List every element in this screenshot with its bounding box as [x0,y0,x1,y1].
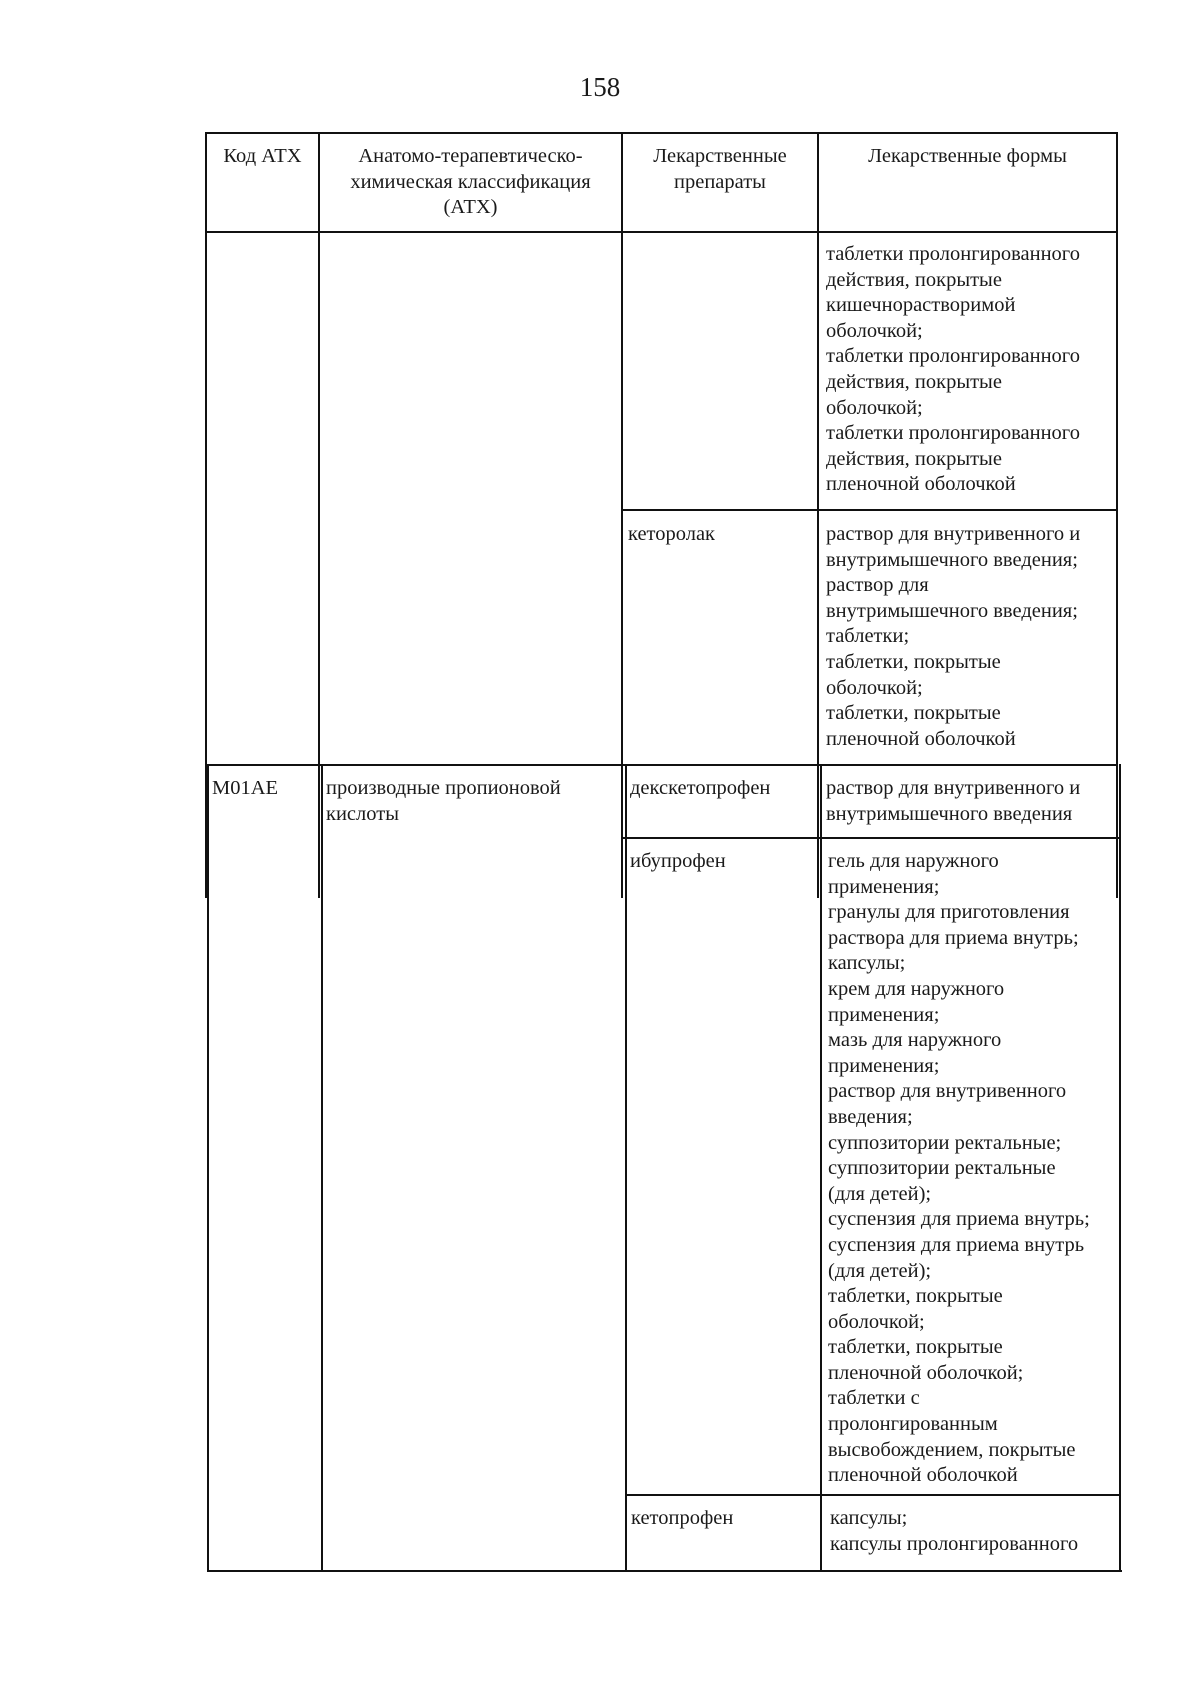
column-divider [625,764,627,1571]
row-divider [623,837,1119,839]
header-code-atx: Код АТХ [223,145,302,167]
table-cell-forms: раствор для внутривенного и внутримышечного введения [826,777,1081,825]
table-bottom-border [207,1570,1122,1572]
header-drugs: Лекарственные препараты [653,145,787,193]
table-cell-forms: капсулы; капсулы пролонгированного [830,1507,1079,1555]
row-divider [625,1494,1121,1496]
table-cell-drug: кеторолак [628,523,716,545]
table-top-border [205,132,1118,134]
table-cell-forms: таблетки пролонгированного действия, покрытые кишечнорастворимой оболочкой; таблетки пролонгированного действия, покрытые оболочкой; таблетки пролонгированного действия, покрытые пленочной оболочкой [826,243,1080,496]
page-number: 158 [579,72,621,102]
table-left-border [207,764,209,1571]
table-cell-forms: гель для наружного применения; гранулы для приготовления раствора для приема внутрь; капсулы; крем для наружного применения; мазь для наружного применения; раствор для внутривенного введения; суппозитории ректальные; суппозитории ректальные (для детей); суспензия для приема внутрь; суспензия для приема внутрь (для детей); таблетки, покрытые оболочкой; таблетки, покрытые пленочной оболочкой; таблетки с пролонгированным высвобождением, покрытые пленочной оболочкой [828,850,1090,1487]
table-cell-drug: кетопрофен [631,1507,734,1529]
table-cell-drug: ибупрофен [630,850,726,872]
table-cell-classification: производные пропионовой кислоты [326,777,561,825]
row-divider [206,764,1118,766]
column-divider [321,764,323,1571]
column-divider [318,132,320,898]
table-cell-forms: раствор для внутривенного и внутримышечного введения; раствор для внутримышечного введения; таблетки; таблетки, покрытые оболочкой; таблетки, покрытые пленочной оболочкой [826,523,1081,750]
table-cell-code: M01AE [212,777,279,799]
header-atx-classification: Анатомо-терапевтическо- химическая классификация (АТХ) [350,145,591,219]
header-dosage-forms: Лекарственные формы [868,145,1067,167]
header-bottom-border [205,231,1118,233]
column-divider [820,764,822,1571]
table-cell-drug: декскетопрофен [630,777,771,799]
row-divider [622,509,1117,511]
